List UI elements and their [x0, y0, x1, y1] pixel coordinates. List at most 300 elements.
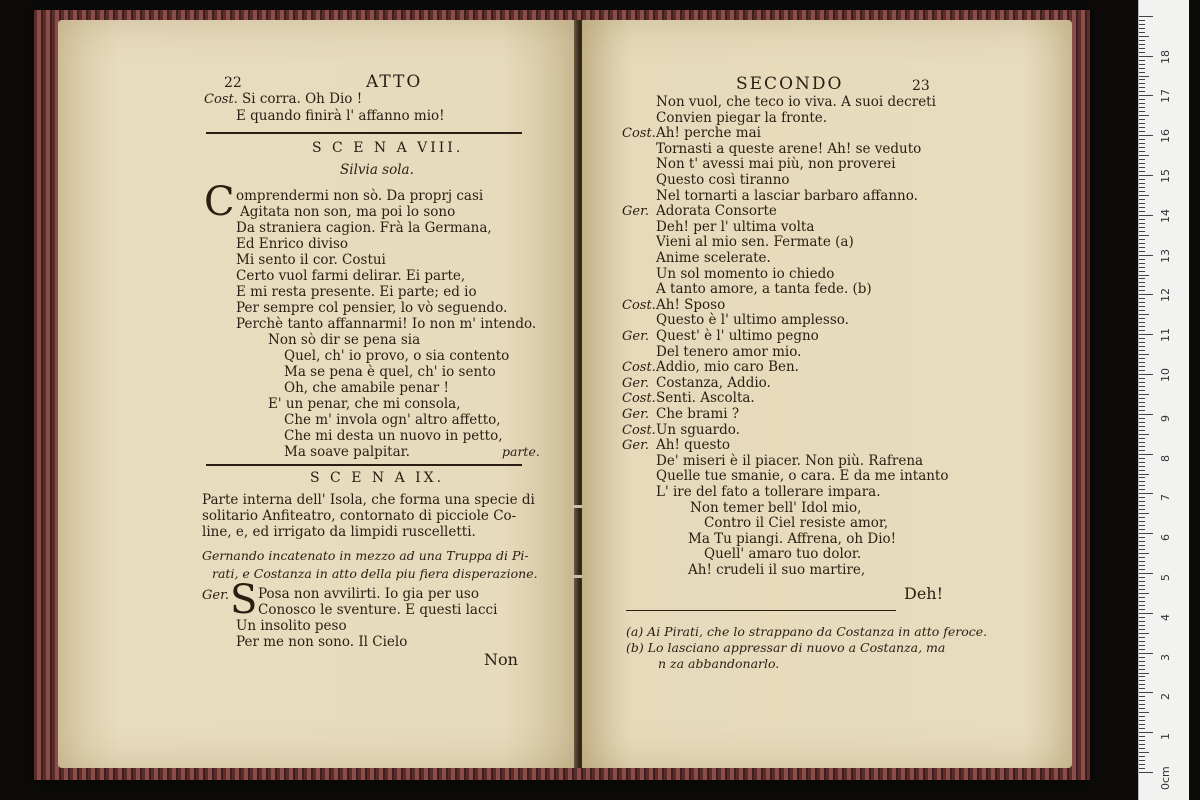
- ruler-tick: [1139, 99, 1145, 100]
- speaker-tag: Ger.: [622, 375, 649, 391]
- ruler-tick: [1139, 366, 1145, 367]
- ruler-tick: [1139, 231, 1145, 232]
- ruler-tick: [1139, 501, 1145, 502]
- ruler-tick: [1139, 259, 1145, 260]
- ruler-tick: [1139, 549, 1145, 550]
- ruler-tick: [1139, 60, 1145, 61]
- ruler-tick: [1139, 298, 1145, 299]
- ruler-tick: [1139, 764, 1145, 765]
- verse-line: A tanto amore, a tanta fede. (b): [656, 281, 872, 298]
- ruler-tick: [1139, 390, 1145, 391]
- ruler-tick: [1139, 402, 1145, 403]
- ruler-tick: [1139, 704, 1145, 705]
- ruler-tick: [1139, 103, 1145, 104]
- ruler-tick: [1139, 529, 1145, 530]
- footnote: n za abbandonarlo.: [658, 656, 780, 671]
- ruler-tick: [1139, 91, 1145, 92]
- ruler-tick: [1139, 557, 1145, 558]
- ruler-tick: [1139, 223, 1145, 224]
- ruler-number: 6: [1159, 534, 1172, 542]
- ruler-tick: [1139, 577, 1145, 578]
- ruler-tick: [1139, 386, 1145, 387]
- ruler-tick: [1139, 744, 1145, 745]
- ruler-tick: [1139, 115, 1149, 116]
- ruler-tick: [1139, 676, 1145, 677]
- ruler-tick: [1139, 44, 1145, 45]
- ruler-tick: [1139, 239, 1145, 240]
- page-number: 23: [912, 78, 930, 94]
- ruler-tick: [1139, 215, 1153, 216]
- ruler-tick: [1139, 28, 1145, 29]
- ruler-tick: [1139, 669, 1145, 670]
- ruler-tick: [1139, 167, 1145, 168]
- verse-line: Non sò dir se pena sia: [268, 332, 421, 348]
- ruler-tick: [1139, 163, 1145, 164]
- speaker-tag: Ger.: [622, 329, 649, 344]
- ruler-number: 13: [1159, 248, 1172, 263]
- ruler-tick: [1139, 537, 1145, 538]
- ruler-tick: [1139, 637, 1145, 638]
- ruler-tick: [1139, 219, 1145, 220]
- ruler-tick: [1139, 32, 1145, 33]
- ruler-number: 18: [1159, 49, 1172, 64]
- speaker-tag: Cost.: [622, 126, 656, 142]
- ruler-tick: [1139, 76, 1149, 77]
- ruler-tick: [1139, 438, 1145, 439]
- ruler-tick: [1139, 271, 1145, 272]
- ruler-tick: [1139, 24, 1145, 25]
- speaker-tag: Cost.: [622, 297, 656, 313]
- scene-title: S C E N A VIII.: [312, 140, 464, 156]
- verse-line: Oh, che amabile penar !: [284, 380, 449, 396]
- ruler-tick: [1139, 48, 1145, 49]
- ruler-tick: [1139, 613, 1153, 614]
- ruler-tick: [1139, 458, 1145, 459]
- ruler-tick: [1139, 633, 1149, 634]
- ruler-tick: [1139, 673, 1149, 674]
- left-page: [58, 20, 580, 768]
- verse-line: Ah! questo: [656, 437, 730, 454]
- ruler-tick: [1139, 263, 1145, 264]
- ruler-tick: [1139, 481, 1145, 482]
- ruler-tick: [1139, 760, 1145, 761]
- ruler-tick: [1139, 382, 1145, 383]
- ruler-tick: [1139, 243, 1145, 244]
- verse-line: E' un penar, che mi consola,: [268, 396, 461, 412]
- ruler-tick: [1139, 338, 1145, 339]
- ruler-tick: [1139, 83, 1145, 84]
- ruler-tick: [1139, 597, 1145, 598]
- ruler-tick: [1139, 525, 1145, 526]
- verse-line: Convien piegar la fronte.: [656, 109, 828, 126]
- ruler-tick: [1139, 358, 1145, 359]
- ruler-tick: [1139, 314, 1149, 315]
- ruler-tick: [1139, 422, 1145, 423]
- ruler-tick: [1139, 466, 1145, 467]
- ruler-tick: [1139, 20, 1145, 21]
- speaker-tag: Ger.: [622, 204, 649, 220]
- ruler-tick: [1139, 119, 1145, 120]
- ruler-tick: [1139, 251, 1145, 252]
- ruler-tick: [1139, 756, 1145, 757]
- verse-line: Ah! perche mai: [656, 125, 761, 142]
- ruler-tick: [1139, 406, 1145, 407]
- ruler-tick: [1139, 617, 1145, 618]
- ruler-tick: [1139, 696, 1145, 697]
- ruler-tick: [1139, 692, 1153, 693]
- ruler-tick: [1139, 211, 1145, 212]
- ruler-tick: [1139, 601, 1145, 602]
- ruler-tick: [1139, 708, 1145, 709]
- ruler-number: 2: [1159, 693, 1172, 701]
- verse-line: Quel, ch' io provo, o sia contento: [284, 348, 510, 364]
- ruler-tick: [1139, 553, 1149, 554]
- ruler-tick: [1139, 446, 1145, 447]
- ruler-tick: [1139, 247, 1145, 248]
- ruler-tick: [1139, 661, 1145, 662]
- verse-line: Non temer bell' Idol mio,: [690, 499, 862, 516]
- running-header: SECONDO: [736, 74, 844, 94]
- ruler-tick: [1139, 541, 1145, 542]
- ruler-tick: [1139, 657, 1145, 658]
- ruler-number: 5: [1159, 574, 1172, 581]
- ruler-tick: [1139, 330, 1145, 331]
- right-page: [582, 20, 1072, 768]
- ruler-tick: [1139, 56, 1153, 57]
- ruler-tick: [1139, 720, 1145, 721]
- verse-line: Per me non sono. Il Cielo: [236, 634, 408, 650]
- ruler-tick: [1139, 350, 1145, 351]
- ruler-tick: [1139, 135, 1153, 136]
- ruler-tick: [1139, 398, 1145, 399]
- ruler-tick: [1139, 513, 1149, 514]
- page-number: 22: [224, 75, 242, 91]
- ruler-tick: [1139, 72, 1145, 73]
- verse-line: Anime scelerate.: [656, 250, 771, 266]
- ruler-tick: [1139, 454, 1153, 455]
- ruler-number: 15: [1159, 169, 1172, 183]
- ruler-number: 12: [1159, 288, 1172, 303]
- ruler-tick: [1139, 736, 1145, 737]
- ruler-tick: [1139, 732, 1153, 733]
- ruler-tick: [1139, 151, 1145, 152]
- catchword: Non: [484, 650, 518, 669]
- ruler-tick: [1139, 203, 1145, 204]
- ruler-tick: [1139, 362, 1145, 363]
- ruler-tick: [1139, 517, 1145, 518]
- ruler-tick: [1139, 700, 1145, 701]
- ruler-tick: [1139, 155, 1149, 156]
- stage-exit: parte.: [502, 444, 540, 459]
- scene-description-line: solitario Anfiteatro, contornato di picciole Co-: [202, 508, 517, 524]
- ruler-tick: [1139, 545, 1145, 546]
- ruler-tick: [1139, 346, 1145, 347]
- verse-line: Che mi desta un nuovo in petto,: [284, 428, 503, 444]
- speaker-tag: Cost.: [204, 92, 238, 107]
- ruler-tick: [1139, 684, 1145, 685]
- ruler-tick: [1139, 179, 1145, 180]
- ruler-tick: [1139, 712, 1149, 713]
- ruler-tick: [1139, 509, 1145, 510]
- ruler-tick: [1139, 665, 1145, 666]
- verse-line: Conosco le sventure. E questi lacci: [258, 602, 498, 618]
- ruler-tick: [1139, 581, 1145, 582]
- ruler-tick: [1139, 505, 1145, 506]
- ruler-tick: [1139, 641, 1145, 642]
- verse-line: E quando finirà l' affanno mio!: [236, 108, 445, 124]
- ruler-tick: [1139, 306, 1145, 307]
- ruler-tick: [1139, 318, 1145, 319]
- ruler-tick: [1139, 159, 1145, 160]
- drop-cap: S: [230, 577, 258, 623]
- ruler-tick: [1139, 111, 1145, 112]
- ruler-tick: [1139, 485, 1145, 486]
- ruler-tick: [1139, 474, 1149, 475]
- verse-line: Ma se pena è quel, ch' io sento: [284, 364, 496, 380]
- ruler-tick: [1139, 267, 1145, 268]
- verse-line: Quest' è l' ultimo pegno: [656, 328, 819, 344]
- verse-line: Da straniera cagion. Frà la Germana,: [236, 220, 492, 236]
- ruler-tick: [1139, 426, 1145, 427]
- ruler-tick: [1139, 294, 1153, 295]
- ruler-tick: [1139, 724, 1145, 725]
- ruler-number: 10: [1159, 368, 1172, 382]
- ruler-tick: [1139, 772, 1153, 773]
- verse-line: Ma Tu piangi. Affrena, oh Dio!: [688, 530, 897, 547]
- stage-direction: Gernando incatenato in mezzo ad una Truppa di Pi-: [202, 548, 529, 563]
- scene-description-line: line, e, ed irrigato da limpidi ruscelletti.: [202, 524, 476, 540]
- speaker-tag: Cost.: [622, 422, 656, 438]
- ruler-tick: [1139, 286, 1145, 287]
- ruler-tick: [1139, 290, 1145, 291]
- verse-line: Senti. Ascolta.: [656, 390, 755, 407]
- scene-title: S C E N A IX.: [310, 470, 445, 486]
- ruler-tick: [1139, 497, 1145, 498]
- ruler-number: 14: [1159, 208, 1172, 223]
- ruler-number: 17: [1159, 89, 1172, 104]
- ruler-tick: [1139, 16, 1153, 17]
- ruler-tick: [1139, 768, 1145, 769]
- ruler-tick: [1139, 569, 1145, 570]
- ruler-tick: [1139, 95, 1153, 96]
- verse-line: Ma soave palpitar.: [284, 444, 410, 460]
- ruler-number: 9: [1159, 414, 1172, 422]
- ruler-tick: [1139, 442, 1145, 443]
- ruler-tick: [1139, 740, 1145, 741]
- verse-line: omprendermi non sò. Da proprj casi: [236, 188, 484, 204]
- divider-rule: [206, 132, 522, 134]
- verse-line: Vieni al mio sen. Fermate (a): [656, 234, 854, 251]
- ruler-tick: [1139, 378, 1145, 379]
- ruler-tick: [1139, 195, 1149, 196]
- ruler-tick: [1139, 68, 1145, 69]
- stage-direction: rati, e Costanza in atto della piu fiera disperazione.: [212, 566, 538, 581]
- verse-line: Contro il Ciel resiste amor,: [704, 515, 889, 532]
- ruler-tick: [1139, 171, 1145, 172]
- measuring-ruler: [1138, 0, 1189, 800]
- scene-subtitle: Silvia sola.: [340, 162, 414, 178]
- ruler-tick: [1139, 748, 1145, 749]
- ruler-tick: [1139, 342, 1145, 343]
- ruler-tick: [1139, 207, 1145, 208]
- verse-line: Adorata Consorte: [656, 203, 777, 220]
- ruler-number: 1: [1159, 733, 1172, 741]
- ruler-tick: [1139, 589, 1145, 590]
- ruler-number: 4: [1159, 613, 1172, 621]
- verse-line: Agitata non son, ma poi lo sono: [240, 204, 456, 220]
- ruler-tick: [1139, 477, 1145, 478]
- ruler-tick: [1139, 302, 1145, 303]
- speaker-tag: Cost.: [622, 360, 656, 376]
- ruler-tick: [1139, 493, 1153, 494]
- ruler-tick: [1139, 609, 1145, 610]
- ruler-tick: [1139, 183, 1145, 184]
- ruler-tick: [1139, 227, 1145, 228]
- ruler-tick: [1139, 87, 1145, 88]
- ruler-tick: [1139, 450, 1145, 451]
- ruler-tick: [1139, 653, 1153, 654]
- verse-line: Non t' avessi mai più, non proverei: [656, 156, 896, 173]
- ruler-tick: [1139, 533, 1153, 534]
- ruler-tick: [1139, 593, 1149, 594]
- ruler-tick: [1139, 462, 1145, 463]
- verse-line: Del tenero amor mio.: [656, 343, 802, 360]
- ruler-tick: [1139, 434, 1149, 435]
- verse-line: Che m' invola ogn' altro affetto,: [284, 412, 501, 428]
- speaker-tag: Ger.: [622, 407, 649, 422]
- footnote: (b) Lo lasciano appressar di nuovo a Costanza, ma: [626, 640, 946, 655]
- verse-line: Posa non avvilirti. Io gia per uso: [258, 586, 479, 602]
- verse-line: Tornasti a queste arene! Ah! se veduto: [656, 140, 922, 157]
- ruler-tick: [1139, 625, 1145, 626]
- ruler-tick: [1139, 418, 1145, 419]
- drop-cap: C: [204, 179, 235, 225]
- ruler-tick: [1139, 728, 1145, 729]
- ruler-tick: [1139, 334, 1153, 335]
- verse-line: Quell' amaro tuo dolor.: [704, 546, 862, 563]
- ruler-tick: [1139, 191, 1145, 192]
- ruler-tick: [1139, 282, 1145, 283]
- ruler-tick: [1139, 278, 1145, 279]
- ruler-number: 7: [1159, 494, 1172, 502]
- ruler-tick: [1139, 565, 1145, 566]
- ruler-tick: [1139, 680, 1145, 681]
- ruler-tick: [1139, 127, 1145, 128]
- verse-line: Certo vuol farmi delirar. Ei parte,: [236, 268, 466, 284]
- ruler-tick: [1139, 621, 1145, 622]
- speaker-tag: Ger.: [622, 438, 649, 454]
- verse-line: Che brami ?: [656, 406, 740, 422]
- verse-line: Questo è l' ultimo amplesso.: [656, 312, 849, 329]
- speaker-tag: Ger.: [202, 588, 229, 603]
- scene-description-line: Parte interna dell' Isola, che forma una specie di: [202, 492, 535, 508]
- verse-line: Per sempre col pensier, lo vò seguendo.: [236, 300, 508, 316]
- verse-line: Un sol momento io chiedo: [656, 265, 835, 282]
- ruler-tick: [1139, 79, 1145, 80]
- ruler-tick: [1139, 716, 1145, 717]
- ruler-tick: [1139, 275, 1149, 276]
- speaker-tag: Cost.: [622, 391, 656, 407]
- verse-line: Quelle tue smanie, o cara. E da me intanto: [656, 468, 949, 485]
- ruler-tick: [1139, 64, 1145, 65]
- ruler-number: 3: [1159, 653, 1172, 661]
- verse-line: De' miseri è il piacer. Non più. Rafrena: [656, 452, 924, 469]
- ruler-tick: [1139, 430, 1145, 431]
- ruler-tick: [1139, 585, 1145, 586]
- ruler-tick: [1139, 394, 1149, 395]
- verse-line: Costanza, Addio.: [656, 374, 771, 391]
- ruler-tick: [1139, 147, 1145, 148]
- verse-line: Addio, mio caro Ben.: [656, 359, 799, 376]
- verse-line: Non vuol, che teco io viva. A suoi decreti: [656, 94, 936, 110]
- verse-line: Ed Enrico diviso: [236, 236, 349, 252]
- ruler-tick: [1139, 629, 1145, 630]
- verse-line: E mi resta presente. Ei parte; ed io: [236, 284, 477, 300]
- ruler-tick: [1139, 255, 1153, 256]
- ruler-tick: [1139, 649, 1145, 650]
- ruler-tick: [1139, 605, 1145, 606]
- ruler-tick: [1139, 645, 1145, 646]
- ruler-tick: [1139, 143, 1145, 144]
- verse-line: Nel tornarti a lasciar barbaro affanno.: [656, 187, 918, 204]
- ruler-number: 16: [1159, 129, 1172, 144]
- ruler-tick: [1139, 370, 1145, 371]
- footnote-rule: [626, 610, 896, 611]
- verse-line: Deh! per l' ultima volta: [656, 218, 815, 235]
- ruler-tick: [1139, 235, 1149, 236]
- ruler-tick: [1139, 131, 1145, 132]
- ruler-tick: [1139, 322, 1145, 323]
- ruler-tick: [1139, 52, 1145, 53]
- ruler-tick: [1139, 573, 1153, 574]
- verse-line: Ah! Sposo: [656, 296, 726, 313]
- ruler-tick: [1139, 175, 1153, 176]
- ruler-tick: [1139, 688, 1145, 689]
- verse-line: Mi sento il cor. Costui: [236, 252, 386, 268]
- verse-line: L' ire del fato a tollerare impara.: [656, 484, 881, 500]
- ruler-tick: [1139, 199, 1145, 200]
- divider-rule: [206, 464, 522, 466]
- verse-line: Si corra. Oh Dio !: [242, 91, 363, 107]
- ruler-number: 11: [1159, 328, 1172, 343]
- footnote: (a) Ai Pirati, che lo strappano da Costanza in atto feroce.: [626, 624, 988, 639]
- ruler-tick: [1139, 36, 1149, 37]
- ruler-tick: [1139, 107, 1145, 108]
- catchword: Deh!: [904, 584, 944, 603]
- ruler-tick: [1139, 187, 1145, 188]
- ruler-tick: [1139, 123, 1145, 124]
- ruler-tick: [1139, 410, 1145, 411]
- ruler-unit-label: 0cm: [1159, 766, 1172, 790]
- verse-line: Un sguardo.: [656, 421, 740, 438]
- ruler-tick: [1139, 139, 1145, 140]
- ruler-tick: [1139, 326, 1145, 327]
- ruler-tick: [1139, 310, 1145, 311]
- ruler-tick: [1139, 561, 1145, 562]
- ruler-tick: [1139, 354, 1149, 355]
- verse-line: Ah! crudeli il suo martire,: [688, 562, 866, 578]
- ruler-tick: [1139, 489, 1145, 490]
- ruler-tick: [1139, 414, 1153, 415]
- running-header: ATTO: [366, 72, 423, 92]
- ruler-tick: [1139, 470, 1145, 471]
- ruler-tick: [1139, 40, 1145, 41]
- ruler-number: 8: [1159, 454, 1172, 462]
- ruler-tick: [1139, 374, 1153, 375]
- ruler-tick: [1139, 752, 1149, 753]
- ruler-tick: [1139, 521, 1145, 522]
- verse-line: Un insolito peso: [236, 618, 347, 634]
